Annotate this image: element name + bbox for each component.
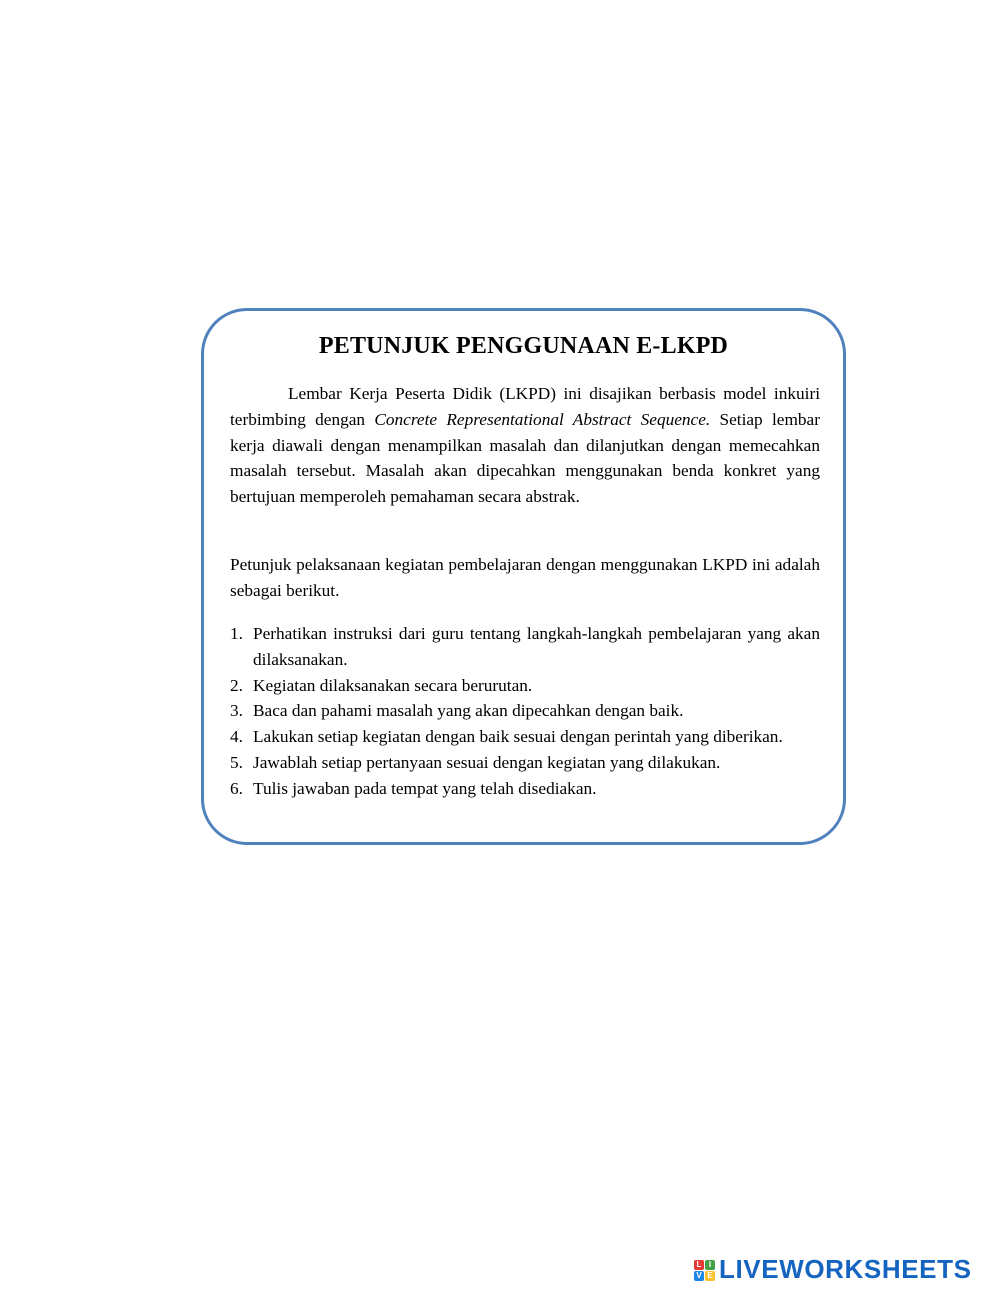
intro-method-name: Concrete Representational Abstract Sequence. [374, 409, 711, 429]
steps-list [230, 621, 820, 802]
list-item [230, 698, 820, 724]
liveworksheets-logo[interactable] [694, 1254, 972, 1284]
logo-letter-l: L [694, 1260, 704, 1270]
step-number: 1. [230, 624, 243, 643]
step-number: 3. [230, 701, 243, 721]
list-item [230, 621, 820, 673]
step-number: 2. [230, 675, 243, 695]
step-number: 4. [230, 727, 243, 747]
logo-letter-v: V [694, 1271, 704, 1281]
step-text: Kegiatan dilaksanakan secara berurutan. [253, 675, 533, 695]
list-item [230, 776, 820, 802]
intro-text-end: Setiap lembar kerja diawali dengan menampilkan masalah dan dilanjutkan dengan memecahkan masalah tersebut. Masalah akan dipecahkan menggunakan benda konkret yang bertujuan memperoleh pemahaman secara abstrak. [230, 409, 820, 507]
logo-letter-e: E [705, 1271, 715, 1281]
brand-name: LIVEWORKSHEETS [719, 1253, 972, 1284]
step-text: Jawablah setiap pertanyaan sesuai dengan kegiatan yang dilakukan. [253, 752, 721, 772]
intro-paragraph [230, 381, 820, 510]
step-number: 5. [230, 752, 243, 772]
logo-letter-i: I [705, 1260, 715, 1270]
step-text: Perhatikan instruksi dari guru tentang langkah-langkah pembelajaran yang akan dilaksanakan. [253, 624, 820, 669]
page-title: PETUNJUK PENGGUNAAN E-LKPD [318, 333, 729, 359]
step-text: Baca dan pahami masalah yang akan dipecahkan dengan baik. [253, 701, 684, 721]
list-item [230, 724, 820, 750]
instructions-lead: Petunjuk pelaksanaan kegiatan pembelajaran dengan menggunakan LKPD ini adalah sebagai berikut. [230, 555, 820, 600]
step-text: Tulis jawaban pada tempat yang telah disediakan. [253, 778, 597, 798]
intro-text-start: Lembar Kerja Peserta Didik (LKPD) ini disajikan berbasis model inkuiri terbimbing dengan [230, 384, 820, 429]
live-logo-icon [694, 1260, 715, 1281]
step-text: Lakukan setiap kegiatan dengan baik sesuai dengan perintah yang diberikan. [253, 727, 783, 747]
list-item [230, 673, 820, 699]
list-item [230, 750, 820, 776]
step-number: 6. [230, 778, 243, 798]
